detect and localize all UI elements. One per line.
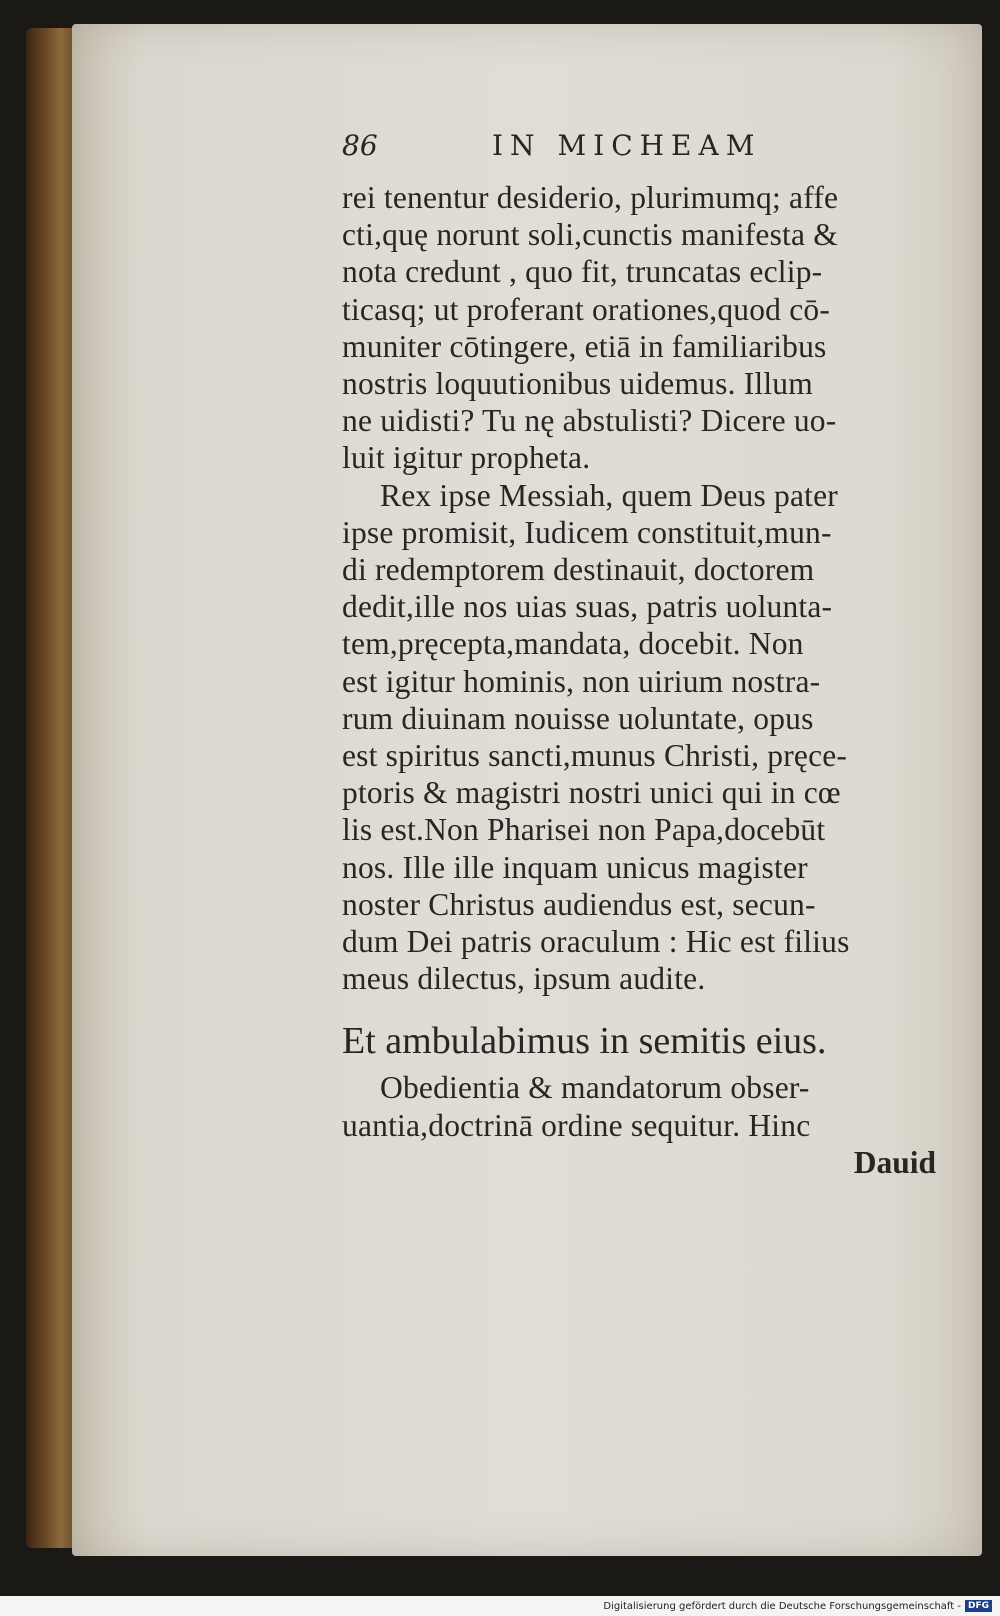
text-line: lis est.Non Pharisei non Papa,docebūt (342, 812, 826, 848)
paragraph-2 (342, 477, 942, 998)
paragraph-3 (342, 1069, 942, 1143)
funding-credit: Digitalisierung gefördert durch die Deutsche Forschungsgemeinschaft - (603, 1600, 961, 1612)
text-line: Obedientia & mandatorum obser- (380, 1070, 810, 1106)
text-line: rei tenentur desiderio, plurimumq; affe (342, 180, 839, 215)
running-head (342, 129, 942, 179)
text-line: est igitur hominis, non uirium nostra- (342, 663, 821, 699)
text-line: ptoris & magistri nostri unici qui in cœ (342, 775, 841, 811)
digitization-footer (0, 1596, 1000, 1616)
book-page (72, 24, 982, 1556)
text-line: luit igitur propheta. (342, 440, 591, 476)
dfg-logo-icon: DFG (965, 1600, 992, 1612)
text-line: dum Dei patris oraculum : Hic est filius (342, 924, 850, 960)
text-line: dedit,ille nos uias suas, patris uolunta- (342, 589, 833, 625)
text-line: ticasq; ut proferant orationes,quod cō- (342, 291, 831, 327)
text-line: di redemptorem destinauit, doctorem (342, 552, 815, 588)
text-line: noster Christus audiendus est, secun- (342, 886, 816, 922)
text-line: nos. Ille ille inquam unicus magister (342, 849, 808, 885)
text-line: nostris loquutionibus uidemus. Illum (342, 366, 813, 402)
catchword: Dauid (853, 1144, 936, 1180)
text-line: ipse promisit, Iudicem constituit,mun- (342, 514, 832, 550)
text-line: ne uidisti? Tu nę abstulisti? Dicere uo- (342, 403, 837, 439)
page-number: 86 (342, 129, 378, 162)
text-line: tem,pręcepta,mandata, docebit. Non (342, 626, 804, 662)
text-line: nota credunt , quo fit, truncatas eclip- (342, 254, 823, 290)
page-text-block (342, 129, 942, 1181)
running-title: IN MICHEAM (492, 129, 762, 162)
paragraph-1 (342, 179, 942, 477)
text-line: est spiritus sancti,munus Christi, pręce- (342, 738, 848, 774)
text-line: rum diuinam nouisse uoluntate, opus (342, 700, 814, 736)
text-line: meus dilectus, ipsum audite. (342, 961, 706, 997)
text-line: muniter cōtingere, etiā in familiaribus (342, 328, 827, 364)
lemma-heading: Et ambulabimus in semitis eius. (342, 1020, 827, 1063)
text-line: uantia,doctrinā ordine sequitur. Hinc (342, 1107, 811, 1143)
text-line: Rex ipse Messiah, quem Deus pater (380, 477, 838, 513)
text-line: cti,quę norunt soli,cunctis manifesta & (342, 217, 838, 253)
